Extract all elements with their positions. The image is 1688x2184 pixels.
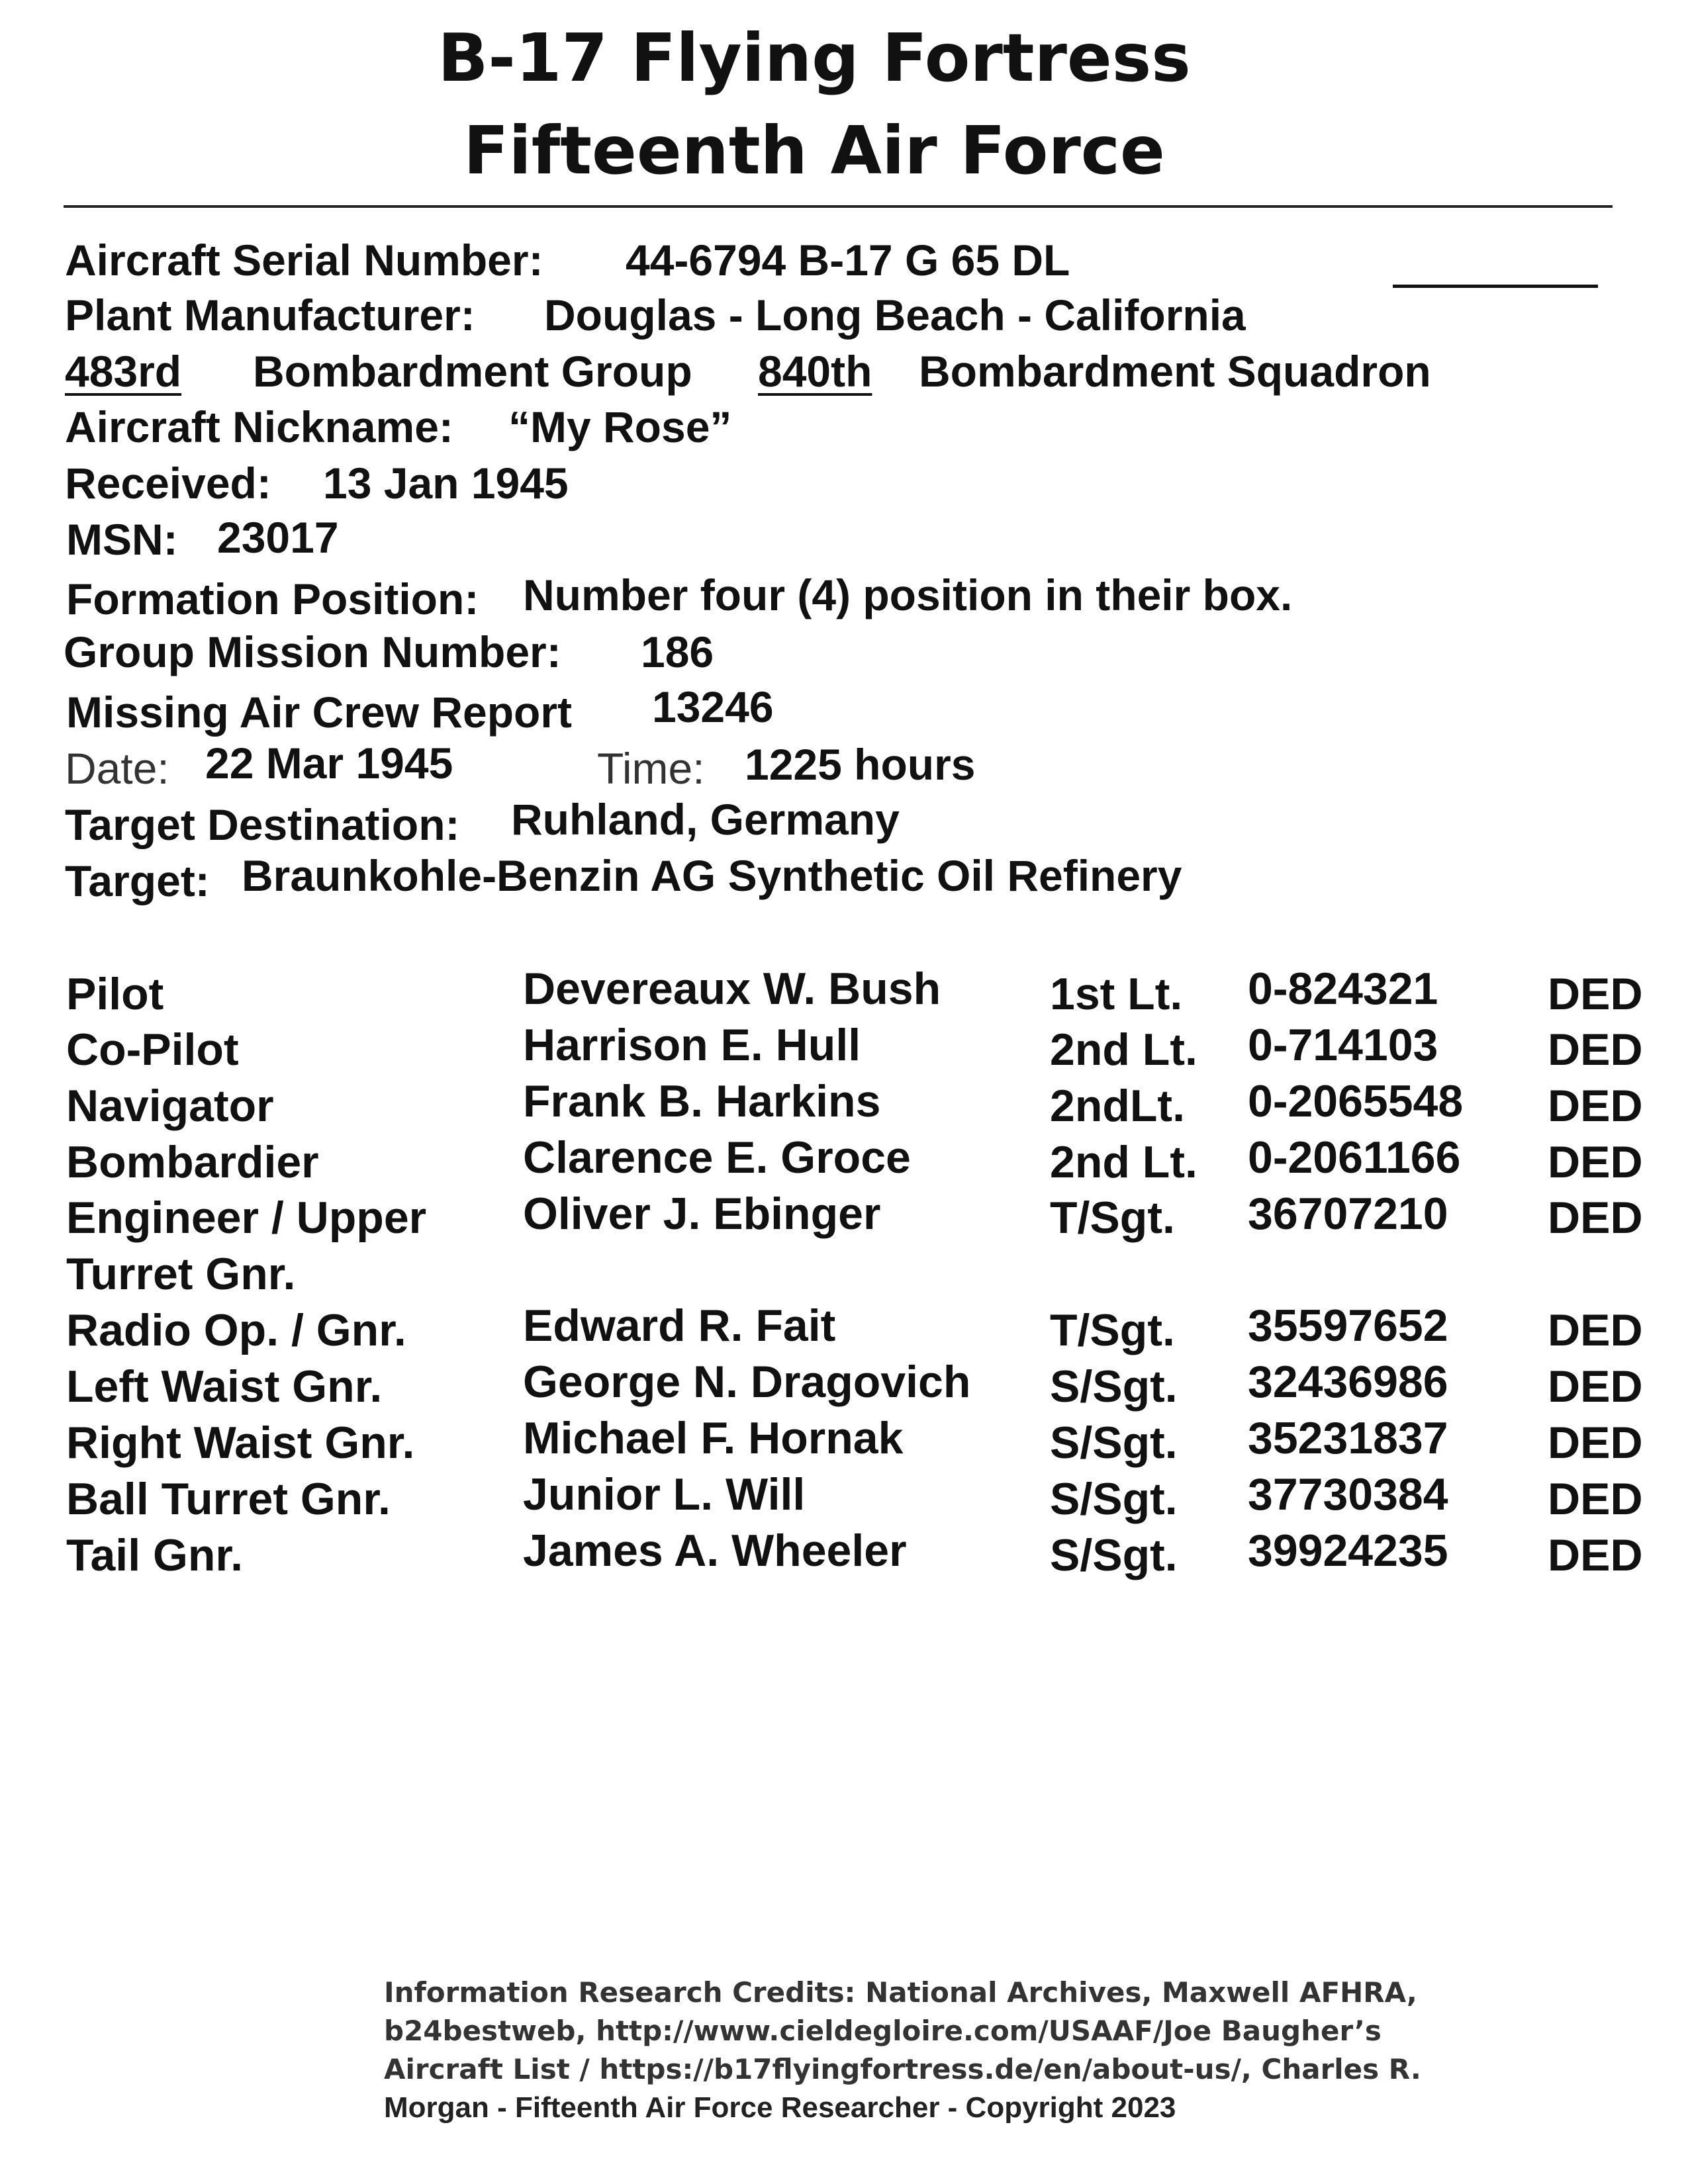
crew-position: Right Waist Gnr. bbox=[66, 1418, 415, 1468]
crew-status: DED bbox=[1548, 1081, 1643, 1131]
crew-rank: 2nd Lt. bbox=[1050, 1024, 1197, 1075]
crew-name: Clarence E. Groce bbox=[523, 1132, 911, 1183]
serial-value: 44-6794 B-17 G 65 DL bbox=[626, 236, 1070, 285]
crew-rank: S/Sgt. bbox=[1050, 1530, 1178, 1580]
credits-line: Information Research Credits: National Archives, Maxwell AFHRA, bbox=[384, 1976, 1417, 2009]
group-number: 483rd bbox=[65, 347, 182, 396]
target-label: Target: bbox=[65, 856, 210, 905]
squadron-label: Bombardment Squadron bbox=[919, 347, 1431, 396]
formation-label: Formation Position: bbox=[66, 574, 479, 623]
time-label: Time: bbox=[597, 744, 705, 793]
crew-position: Bombardier bbox=[66, 1137, 319, 1187]
manufacturer-value: Douglas - Long Beach - California bbox=[544, 291, 1246, 340]
crew-serial: 39924235 bbox=[1248, 1525, 1448, 1576]
copyright-line: Morgan - Fifteenth Air Force Researcher - Copyright 2023 bbox=[384, 2091, 1176, 2124]
date-value: 22 Mar 1945 bbox=[205, 739, 453, 788]
nickname-label: Aircraft Nickname: bbox=[65, 402, 453, 451]
crew-rank: S/Sgt. bbox=[1050, 1474, 1178, 1524]
crew-serial: 0-2061166 bbox=[1248, 1132, 1461, 1183]
header-divider bbox=[64, 205, 1613, 208]
macr-value: 13246 bbox=[652, 682, 774, 731]
crew-status: DED bbox=[1548, 1024, 1643, 1075]
crew-position: Pilot bbox=[66, 969, 164, 1019]
crew-rank: 1st Lt. bbox=[1050, 969, 1183, 1019]
crew-name: Michael F. Hornak bbox=[523, 1413, 904, 1463]
crew-name: Edward R. Fait bbox=[523, 1300, 836, 1351]
crew-name: George N. Dragovich bbox=[523, 1357, 971, 1407]
crew-status: DED bbox=[1548, 1418, 1643, 1468]
crew-position: Ball Turret Gnr. bbox=[66, 1474, 391, 1524]
manufacturer-label: Plant Manufacturer: bbox=[65, 291, 475, 340]
serial-label: Aircraft Serial Number: bbox=[65, 236, 543, 285]
received-value: 13 Jan 1945 bbox=[323, 459, 569, 508]
crew-name: Devereaux W. Bush bbox=[523, 964, 941, 1014]
crew-serial: 0-2065548 bbox=[1248, 1076, 1464, 1126]
msn-label: MSN: bbox=[66, 515, 178, 564]
crew-name: James A. Wheeler bbox=[523, 1525, 907, 1576]
crew-status: DED bbox=[1548, 1474, 1643, 1524]
time-value: 1225 hours bbox=[745, 740, 976, 789]
crew-rank: T/Sgt. bbox=[1050, 1305, 1175, 1355]
group-label: Bombardment Group bbox=[253, 347, 692, 396]
crew-status: DED bbox=[1548, 1137, 1643, 1187]
crew-rank: 2nd Lt. bbox=[1050, 1137, 1197, 1187]
credits-line: b24bestweb, http://www.cieldegloire.com/USAAF/Joe Baugher’s bbox=[384, 2015, 1382, 2047]
crew-position: Co-Pilot bbox=[66, 1024, 239, 1075]
crew-rank: S/Sgt. bbox=[1050, 1418, 1178, 1468]
formation-value: Number four (4) position in their box. bbox=[523, 570, 1293, 619]
mission-value: 186 bbox=[641, 627, 714, 676]
crew-rank: 2ndLt. bbox=[1050, 1081, 1185, 1131]
macr-label: Missing Air Crew Report bbox=[66, 688, 572, 737]
crew-name: Harrison E. Hull bbox=[523, 1020, 861, 1070]
crew-status: DED bbox=[1548, 1361, 1643, 1412]
squadron-number: 840th bbox=[758, 347, 872, 396]
crew-position: Navigator bbox=[66, 1081, 274, 1131]
crew-name: Frank B. Harkins bbox=[523, 1076, 881, 1126]
target-value: Braunkohle-Benzin AG Synthetic Oil Refinery bbox=[242, 851, 1182, 900]
research-credits bbox=[384, 1974, 1421, 2127]
msn-value: 23017 bbox=[217, 513, 339, 562]
crew-serial: 0-824321 bbox=[1248, 964, 1438, 1014]
received-label: Received: bbox=[65, 459, 271, 508]
destination-label: Target Destination: bbox=[65, 800, 460, 849]
crew-status: DED bbox=[1548, 1305, 1643, 1355]
crew-serial: 35597652 bbox=[1248, 1300, 1448, 1351]
page-title: B-17 Flying Fortress bbox=[438, 19, 1191, 97]
destination-value: Ruhland, Germany bbox=[511, 795, 900, 844]
crew-rank: S/Sgt. bbox=[1050, 1361, 1178, 1412]
crew-position: Tail Gnr. bbox=[66, 1530, 244, 1580]
crew-serial: 0-714103 bbox=[1248, 1020, 1438, 1070]
blank-underline bbox=[1393, 285, 1598, 288]
crew-position: Engineer / Upper bbox=[66, 1193, 427, 1243]
nickname-value: “My Rose” bbox=[508, 402, 732, 451]
crew-name: Oliver J. Ebinger bbox=[523, 1189, 881, 1239]
credits-line: Aircraft List / https://b17flyingfortress.de/en/about-us/, Charles R. bbox=[384, 2053, 1421, 2085]
crew-name: Junior L. Will bbox=[523, 1469, 806, 1520]
page-subtitle: Fifteenth Air Force bbox=[463, 112, 1165, 189]
crew-serial: 37730384 bbox=[1248, 1469, 1448, 1520]
crew-position: Left Waist Gnr. bbox=[66, 1361, 383, 1412]
crew-position-line2: Turret Gnr. bbox=[66, 1249, 296, 1299]
crew-position: Radio Op. / Gnr. bbox=[66, 1305, 406, 1355]
crew-rank: T/Sgt. bbox=[1050, 1193, 1175, 1243]
crew-serial: 35231837 bbox=[1248, 1413, 1448, 1463]
crew-status: DED bbox=[1548, 1193, 1643, 1243]
crew-serial: 36707210 bbox=[1248, 1189, 1448, 1239]
crew-status: DED bbox=[1548, 1530, 1643, 1580]
mission-label: Group Mission Number: bbox=[64, 627, 561, 676]
crew-serial: 32436986 bbox=[1248, 1357, 1448, 1407]
crew-status: DED bbox=[1548, 969, 1643, 1019]
date-label: Date: bbox=[65, 744, 169, 793]
